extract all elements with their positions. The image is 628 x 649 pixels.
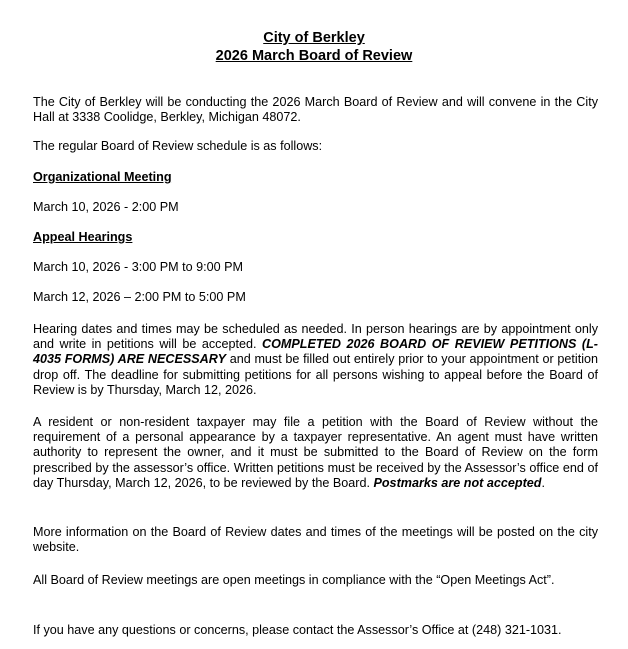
petition-text: . [541, 475, 545, 490]
petition-requirement-emphasis: COMPLETED 2026 BOARD OF REVIEW PETITIONS (L-4035 FORMS) ARE NECESSARY [33, 337, 598, 367]
open-meetings-paragraph: All Board of Review meetings are open meetings in compliance with the “Open Meetings Act”. [33, 573, 555, 587]
petition-text: A resident or non-resident taxpayer may file a petition with the Board of Review without the requirement of a personal appearance by a taxpayer representative. An agent must have written authority to represent the owner, and it must be submitted to the Board of Review on the form prescribed by the assessor’s office. Written petitions must be received by the Assessor’s office end of day Thursday, March 12, 2026, to be reviewed by the Board. [33, 415, 598, 490]
hearing-paragraph [33, 322, 598, 398]
petition-paragraph [33, 415, 598, 491]
appeal-hearings-heading: Appeal Hearings [33, 230, 133, 244]
organizational-meeting-date: March 10, 2026 - 2:00 PM [33, 200, 179, 214]
organizational-meeting-heading: Organizational Meeting [33, 170, 172, 184]
intro-paragraph: The City of Berkley will be conducting the 2026 March Board of Review and will convene in the City Hall at 3338 Coolidge, Berkley, Michigan 48072. [33, 95, 598, 125]
appeal-hearing-date: March 12, 2026 – 2:00 PM to 5:00 PM [33, 290, 246, 304]
postmarks-emphasis: Postmarks are not accepted [373, 475, 542, 490]
hearing-text: Hearing dates and times may be scheduled as needed. In person hearings are by appointment only and write in petitions will be accepted. [33, 322, 598, 352]
appeal-hearing-date: March 10, 2026 - 3:00 PM to 9:00 PM [33, 260, 244, 274]
document-title: City of Berkley [263, 30, 365, 46]
schedule-intro: The regular Board of Review schedule is as follows: [33, 139, 323, 153]
contact-paragraph: If you have any questions or concerns, please contact the Assessor’s Office at (248) 321-1031. [33, 623, 562, 637]
more-info-paragraph: More information on the Board of Review dates and times of the meetings will be posted on the city website. [33, 525, 598, 555]
hearing-text: and must be filled out entirely prior to your appointment or petition drop off. The deadline for submitting petitions for all persons wishing to appeal before the Board of Review is by Thursday, March 12, 2026. [33, 352, 598, 397]
document-subtitle: 2026 March Board of Review [215, 48, 413, 64]
